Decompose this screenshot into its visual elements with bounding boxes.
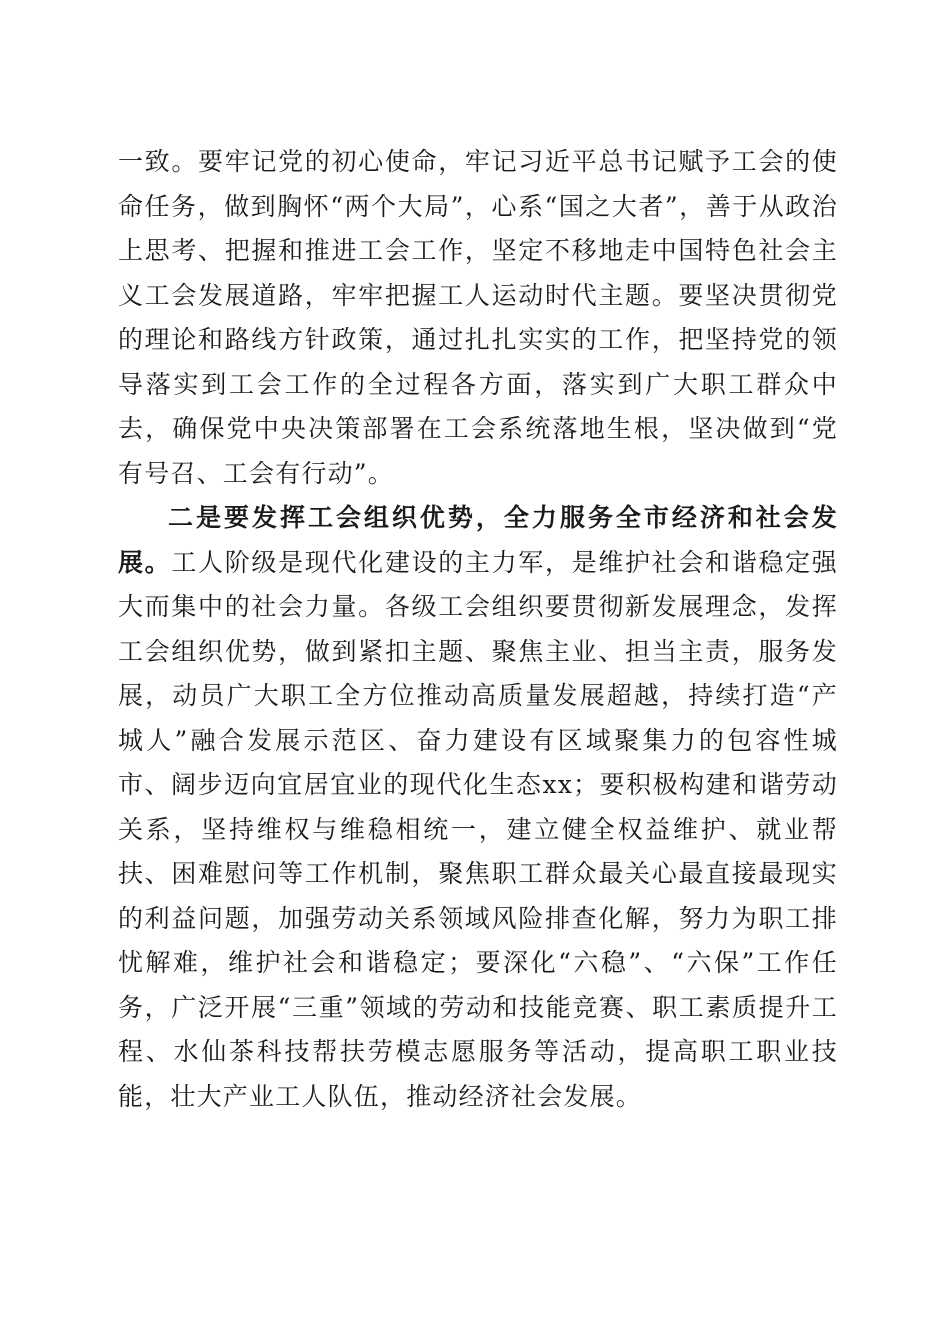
paragraph-1: [118, 140, 838, 496]
paragraph-2-heading: 二是要发挥工会组织优势，全力服务全市经济和社会发展。: [118, 503, 838, 577]
document-body: [118, 140, 838, 1119]
paragraph-1-text: 一致。要牢记党的初心使命，牢记习近平总书记赋予工会的使命任务，做到胸怀“两个大局”，心系“国之大者”，善于从政治上思考、把握和推进工会工作，坚定不移地走中国特色社会主义工会发展道路，牢牢把握工人运动时代主题。要坚决贯彻党的理论和路线方针政策，通过扎扎实实的工作，把坚持党的领导落实到工会工作的全过程各方面，落实到广大职工群众中去，确保党中央决策部署在工会系统落地生根，坚决做到“党有号召、工会有行动”。: [118, 147, 838, 488]
paragraph-2-text: 工人阶级是现代化建设的主力军，是维护社会和谐稳定强大而集中的社会力量。各级工会组织要贯彻新发展理念，发挥工会组织优势，做到紧扣主题、聚焦主业、担当主责，服务发展，动员广大职工全方位推动高质量发展超越，持续打造“产城人”融合发展示范区、奋力建设有区域聚集力的包容性城市、阔步迈向宜居宜业的现代化生态xx；要积极构建和谐劳动关系，坚持维权与维稳相统一，建立健全权益维护、就业帮扶、困难慰问等工作机制，聚焦职工群众最关心最直接最现实的利益问题，加强劳动关系领域风险排查化解，努力为职工排忧解难，维护社会和谐稳定；要深化“六稳”、“六保”工作任务，广泛开展“三重”领域的劳动和技能竞赛、职工素质提升工程、水仙茶科技帮扶劳模志愿服务等活动，提高职工职业技能，壮大产业工人队伍，推动经济社会发展。: [118, 547, 838, 1111]
paragraph-2: [118, 496, 838, 1119]
